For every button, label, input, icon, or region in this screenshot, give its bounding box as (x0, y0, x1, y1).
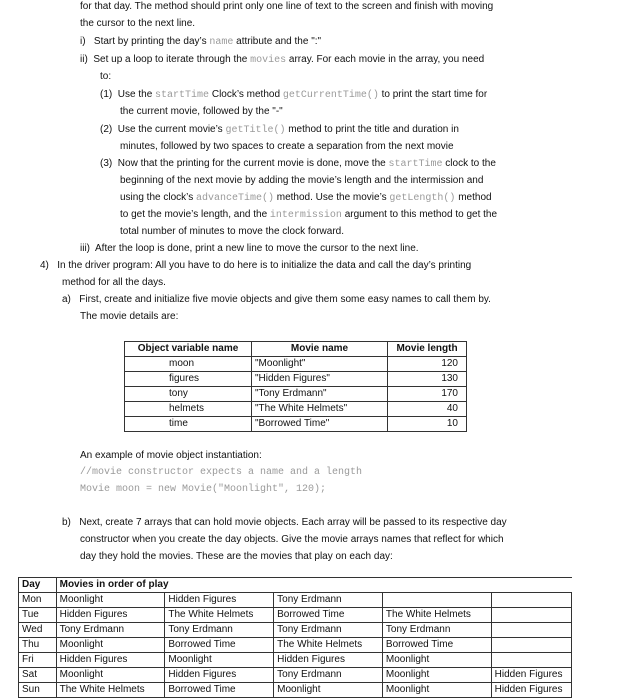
sub-3-l3-code-2: getLength() (389, 193, 456, 204)
table-row (19, 593, 572, 608)
step-4-line-2: method for all the days. (62, 277, 166, 288)
step-ii-text-pre: Set up a loop to iterate through the (93, 54, 251, 65)
sub-2-post: method to print the title and duration in (285, 124, 459, 135)
movie-details-table (124, 341, 467, 432)
movie-cell: Tony Erdmann (382, 623, 491, 638)
sub-3-line-3 (120, 191, 492, 206)
step-i-text-post: attribute and the ":" (233, 36, 322, 47)
sub-1-post: to print the start time for (378, 89, 488, 100)
sub-3-l3-pre: using the clock’s (120, 192, 196, 203)
movie-cell: Moonlight (382, 683, 491, 698)
movie-cell: Tony Erdmann (274, 593, 383, 608)
step-i-code: name (209, 37, 234, 48)
table-row (19, 668, 572, 683)
sub-3-l1-code: startTime (388, 159, 443, 170)
sub-3-l3-post: method (455, 192, 492, 203)
table-row (125, 372, 467, 387)
movie-cell: The White Helmets (274, 638, 383, 653)
movie-table-header: Movie name (252, 342, 388, 357)
day-cell: Fri (19, 653, 57, 668)
movie-cell (491, 608, 571, 623)
step-i (80, 35, 321, 50)
step-4a (62, 293, 491, 307)
movie-cell: Moonlight (165, 653, 274, 668)
movie-cell: Tony Erdmann (56, 623, 165, 638)
table-row (125, 387, 467, 402)
movie-cell: Hidden Figures (56, 608, 165, 623)
step-i-text-pre: Start by printing the day’s (93, 36, 210, 47)
table-cell: figures (125, 372, 252, 387)
step-i-marker: i) (80, 36, 86, 47)
table-cell: 120 (388, 357, 467, 372)
movie-table-header: Movie length (388, 342, 467, 357)
movie-cell: Moonlight (274, 683, 383, 698)
sub-step-1 (100, 88, 487, 103)
table-cell: 130 (388, 372, 467, 387)
table-cell: "Borrowed Time" (252, 417, 388, 432)
table-cell: "The White Helmets" (252, 402, 388, 417)
table-row (19, 683, 572, 698)
sub-3-l3-mid: method. Use the movie’s (273, 192, 390, 203)
movie-cell: Tony Erdmann (274, 668, 383, 683)
sub-1-code-1: startTime (155, 90, 210, 101)
sub-1-mid: Clock’s method (209, 89, 283, 100)
step-ii-marker: ii) (80, 54, 88, 65)
day-cell: Mon (19, 593, 57, 608)
sub-2-marker: (2) (100, 124, 113, 135)
step-4b-marker: b) (62, 517, 71, 528)
sub-2-line-2: minutes, followed by two spaces to create a separation from the next movie (120, 141, 454, 152)
movie-cell: Hidden Figures (165, 593, 274, 608)
step-iii-text: After the loop is done, print a new line to move the cursor to the next line. (95, 243, 419, 254)
sub-1-marker: (1) (100, 89, 113, 100)
step-4a-line-2: The movie details are: (80, 311, 179, 322)
sub-3-line-5: total number of minutes to move the clock forward. (120, 226, 344, 237)
movie-cell: Moonlight (56, 638, 165, 653)
day-table-header-row (19, 578, 572, 593)
table-row (125, 357, 467, 372)
table-cell: "Tony Erdmann" (252, 387, 388, 402)
step-4-marker: 4) (40, 260, 49, 271)
table-cell: time (125, 417, 252, 432)
intro-line-2: the cursor to the next line. (80, 18, 196, 29)
step-4a-line-1: First, create and initialize five movie objects and give them some easy names to call them by. (79, 294, 491, 305)
step-ii-code: movies (250, 55, 287, 66)
movie-cell: Borrowed Time (382, 638, 491, 653)
movie-cell (382, 593, 491, 608)
table-row (19, 623, 572, 638)
movie-cell (491, 623, 571, 638)
movie-cell (491, 593, 571, 608)
movie-cell (491, 653, 571, 668)
table-row (125, 402, 467, 417)
sub-2-code: getTitle() (225, 125, 286, 136)
example-label: An example of movie object instantiation: (80, 450, 262, 461)
movie-cell: Hidden Figures (491, 668, 571, 683)
step-ii-text-post: array. For each movie in the array, you need (286, 54, 485, 65)
table-row (125, 417, 467, 432)
table-cell: 10 (388, 417, 467, 432)
day-cell: Sat (19, 668, 57, 683)
movie-table-header: Object variable name (125, 342, 252, 357)
day-schedule-table (18, 577, 572, 698)
movie-cell: Tony Erdmann (165, 623, 274, 638)
step-ii-line-2: to: (100, 71, 112, 82)
step-4b (62, 516, 507, 530)
movie-cell: Borrowed Time (165, 683, 274, 698)
sub-2-pre: Use the current movie’s (117, 124, 226, 135)
sub-3-line-2: beginning of the next movie by adding the movie’s length and the intermission and (120, 175, 484, 186)
example-comment: //movie constructor expects a name and a length (80, 467, 363, 478)
sub-step-3 (100, 157, 496, 172)
day-cell: Thu (19, 638, 57, 653)
movie-table-header-row (125, 342, 467, 357)
movie-cell: Borrowed Time (274, 608, 383, 623)
sub-3-l4-code: intermission (269, 210, 342, 221)
step-iii-marker: iii) (80, 243, 90, 254)
movie-cell: The White Helmets (165, 608, 274, 623)
intro-line-1: for that day. The method should print only one line of text to the screen and finish with moving (80, 1, 494, 12)
step-4 (40, 259, 471, 273)
sub-3-marker: (3) (100, 158, 113, 169)
movie-cell: Moonlight (56, 668, 165, 683)
sub-3-l4-post: argument to this method to get the (341, 209, 498, 220)
example-code: Movie moon = new Movie("Moonlight", 120); (80, 484, 327, 495)
movie-cell: Moonlight (382, 668, 491, 683)
movie-cell: Hidden Figures (491, 683, 571, 698)
sub-1-line-2: the current movie, followed by the "-" (120, 106, 283, 117)
step-4-line-1: In the driver program: All you have to do here is to initialize the data and call the day’s printing (57, 260, 472, 271)
step-4b-line-2: constructor when you create the day objects. Give the movie arrays names that reflect for which (80, 534, 504, 545)
table-cell: "Moonlight" (252, 357, 388, 372)
table-cell: 170 (388, 387, 467, 402)
sub-step-2 (100, 123, 459, 138)
movie-cell: The White Helmets (382, 608, 491, 623)
table-cell: "Hidden Figures" (252, 372, 388, 387)
step-4a-marker: a) (62, 294, 71, 305)
day-cell: Wed (19, 623, 57, 638)
step-4b-line-3: day they hold the movies. These are the movies that play on each day: (80, 551, 393, 562)
step-ii (80, 53, 484, 68)
day-cell: Tue (19, 608, 57, 623)
day-table-header: Movies in order of play (56, 578, 571, 593)
step-4b-line-1: Next, create 7 arrays that can hold movie objects. Each array will be passed to its respective day (79, 517, 507, 528)
table-cell: helmets (125, 402, 252, 417)
table-cell: moon (125, 357, 252, 372)
movie-cell: Hidden Figures (274, 653, 383, 668)
table-cell: 40 (388, 402, 467, 417)
sub-3-l1-pre: Now that the printing for the current movie is done, move the (117, 158, 389, 169)
table-row (19, 608, 572, 623)
movie-cell: Moonlight (56, 593, 165, 608)
sub-3-line-4 (120, 208, 497, 223)
sub-3-l3-code: advanceTime() (195, 193, 274, 204)
table-row (19, 653, 572, 668)
step-iii (80, 242, 419, 256)
sub-3-l1-post: clock to the (442, 158, 496, 169)
table-cell: tony (125, 387, 252, 402)
movie-cell: Borrowed Time (165, 638, 274, 653)
movie-cell: Moonlight (382, 653, 491, 668)
movie-cell: Tony Erdmann (274, 623, 383, 638)
movie-cell: The White Helmets (56, 683, 165, 698)
day-cell: Sun (19, 683, 57, 698)
movie-cell: Hidden Figures (165, 668, 274, 683)
sub-1-code-2: getCurrentTime() (282, 90, 379, 101)
sub-3-l4-pre: to get the movie’s length, and the (120, 209, 270, 220)
table-row (19, 638, 572, 653)
movie-cell (491, 638, 571, 653)
day-table-header: Day (19, 578, 57, 593)
movie-cell: Hidden Figures (56, 653, 165, 668)
sub-1-pre: Use the (117, 89, 156, 100)
